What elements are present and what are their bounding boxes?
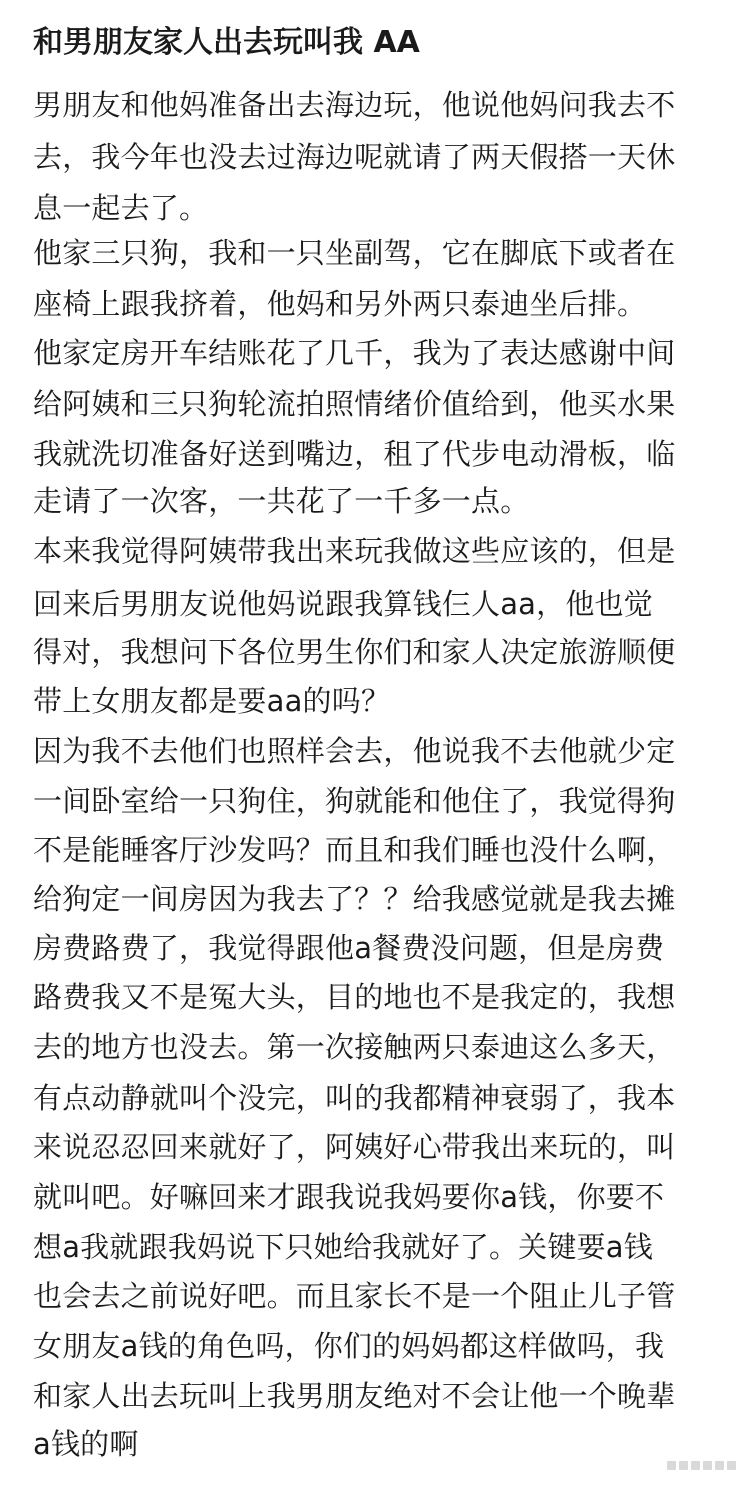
body-line: 去的地方也没去。第一次接触两只泰迪这么多天， [33, 1030, 676, 1064]
body-line: 一间卧室给一只狗住，狗就能和他住了，我觉得狗 [33, 784, 676, 818]
body-line: 给狗定一间房因为我去了？？给我感觉就是我去摊 [33, 882, 676, 916]
body-line: 座椅上跟我挤着，他妈和另外两只泰迪坐后排。 [33, 287, 647, 321]
body-line: 因为我不去他们也照样会去，他说我不去他就少定 [33, 734, 676, 768]
watermark-mark [666, 1459, 736, 1471]
body-line: 我就洗切准备好送到嘴边，租了代步电动滑板，临 [33, 437, 676, 471]
post-title: 和男朋友家人出去玩叫我 AA [33, 25, 420, 60]
body-line: 和家人出去玩叫上我男朋友绝对不会让他一个晚辈 [33, 1379, 676, 1413]
body-line: 得对，我想问下各位男生你们和家人决定旅游顺便 [33, 635, 676, 669]
body-line: 来说忍忍回来就好了，阿姨好心带我出来玩的，叫 [33, 1130, 676, 1164]
body-line: 带上女朋友都是要aa的吗？ [33, 684, 391, 718]
body-line: 他家定房开车结账花了几千，我为了表达感谢中间 [33, 336, 676, 370]
body-line: 女朋友a钱的角色吗，你们的妈妈都这样做吗，我 [33, 1329, 665, 1363]
body-line: 就叫吧。好嘛回来才跟我说我妈要你a钱，你要不 [33, 1180, 665, 1214]
body-line: 给阿姨和三只狗轮流拍照情绪价值给到，他买水果 [33, 387, 676, 421]
body-line: 去，我今年也没去过海边呢就请了两天假搭一天休 [33, 140, 676, 174]
body-line: 息一起去了。 [33, 191, 209, 225]
body-line: 走请了一次客，一共花了一千多一点。 [33, 484, 530, 518]
body-line: 有点动静就叫个没完，叫的我都精神衰弱了，我本 [33, 1081, 676, 1115]
body-line: 路费我又不是冤大头，目的地也不是我定的，我想 [33, 980, 676, 1014]
body-line: a钱的啊 [33, 1427, 139, 1461]
body-line: 他家三只狗，我和一只坐副驾，它在脚底下或者在 [33, 236, 676, 270]
body-line: 男朋友和他妈准备出去海边玩，他说他妈问我去不 [33, 88, 676, 122]
body-line: 回来后男朋友说他妈说跟我算钱仨人aa，他也觉 [33, 587, 653, 621]
body-line: 想a我就跟我妈说下只她给我就好了。关键要a钱 [33, 1230, 653, 1264]
body-line: 房费路费了，我觉得跟他a餐费没问题，但是房费 [33, 931, 665, 965]
body-line: 不是能睡客厅沙发吗？而且和我们睡也没什么啊， [33, 833, 676, 867]
body-line: 也会去之前说好吧。而且家长不是一个阻止儿子管 [33, 1279, 676, 1313]
body-line: 本来我觉得阿姨带我出来玩我做这些应该的，但是 [33, 534, 676, 568]
